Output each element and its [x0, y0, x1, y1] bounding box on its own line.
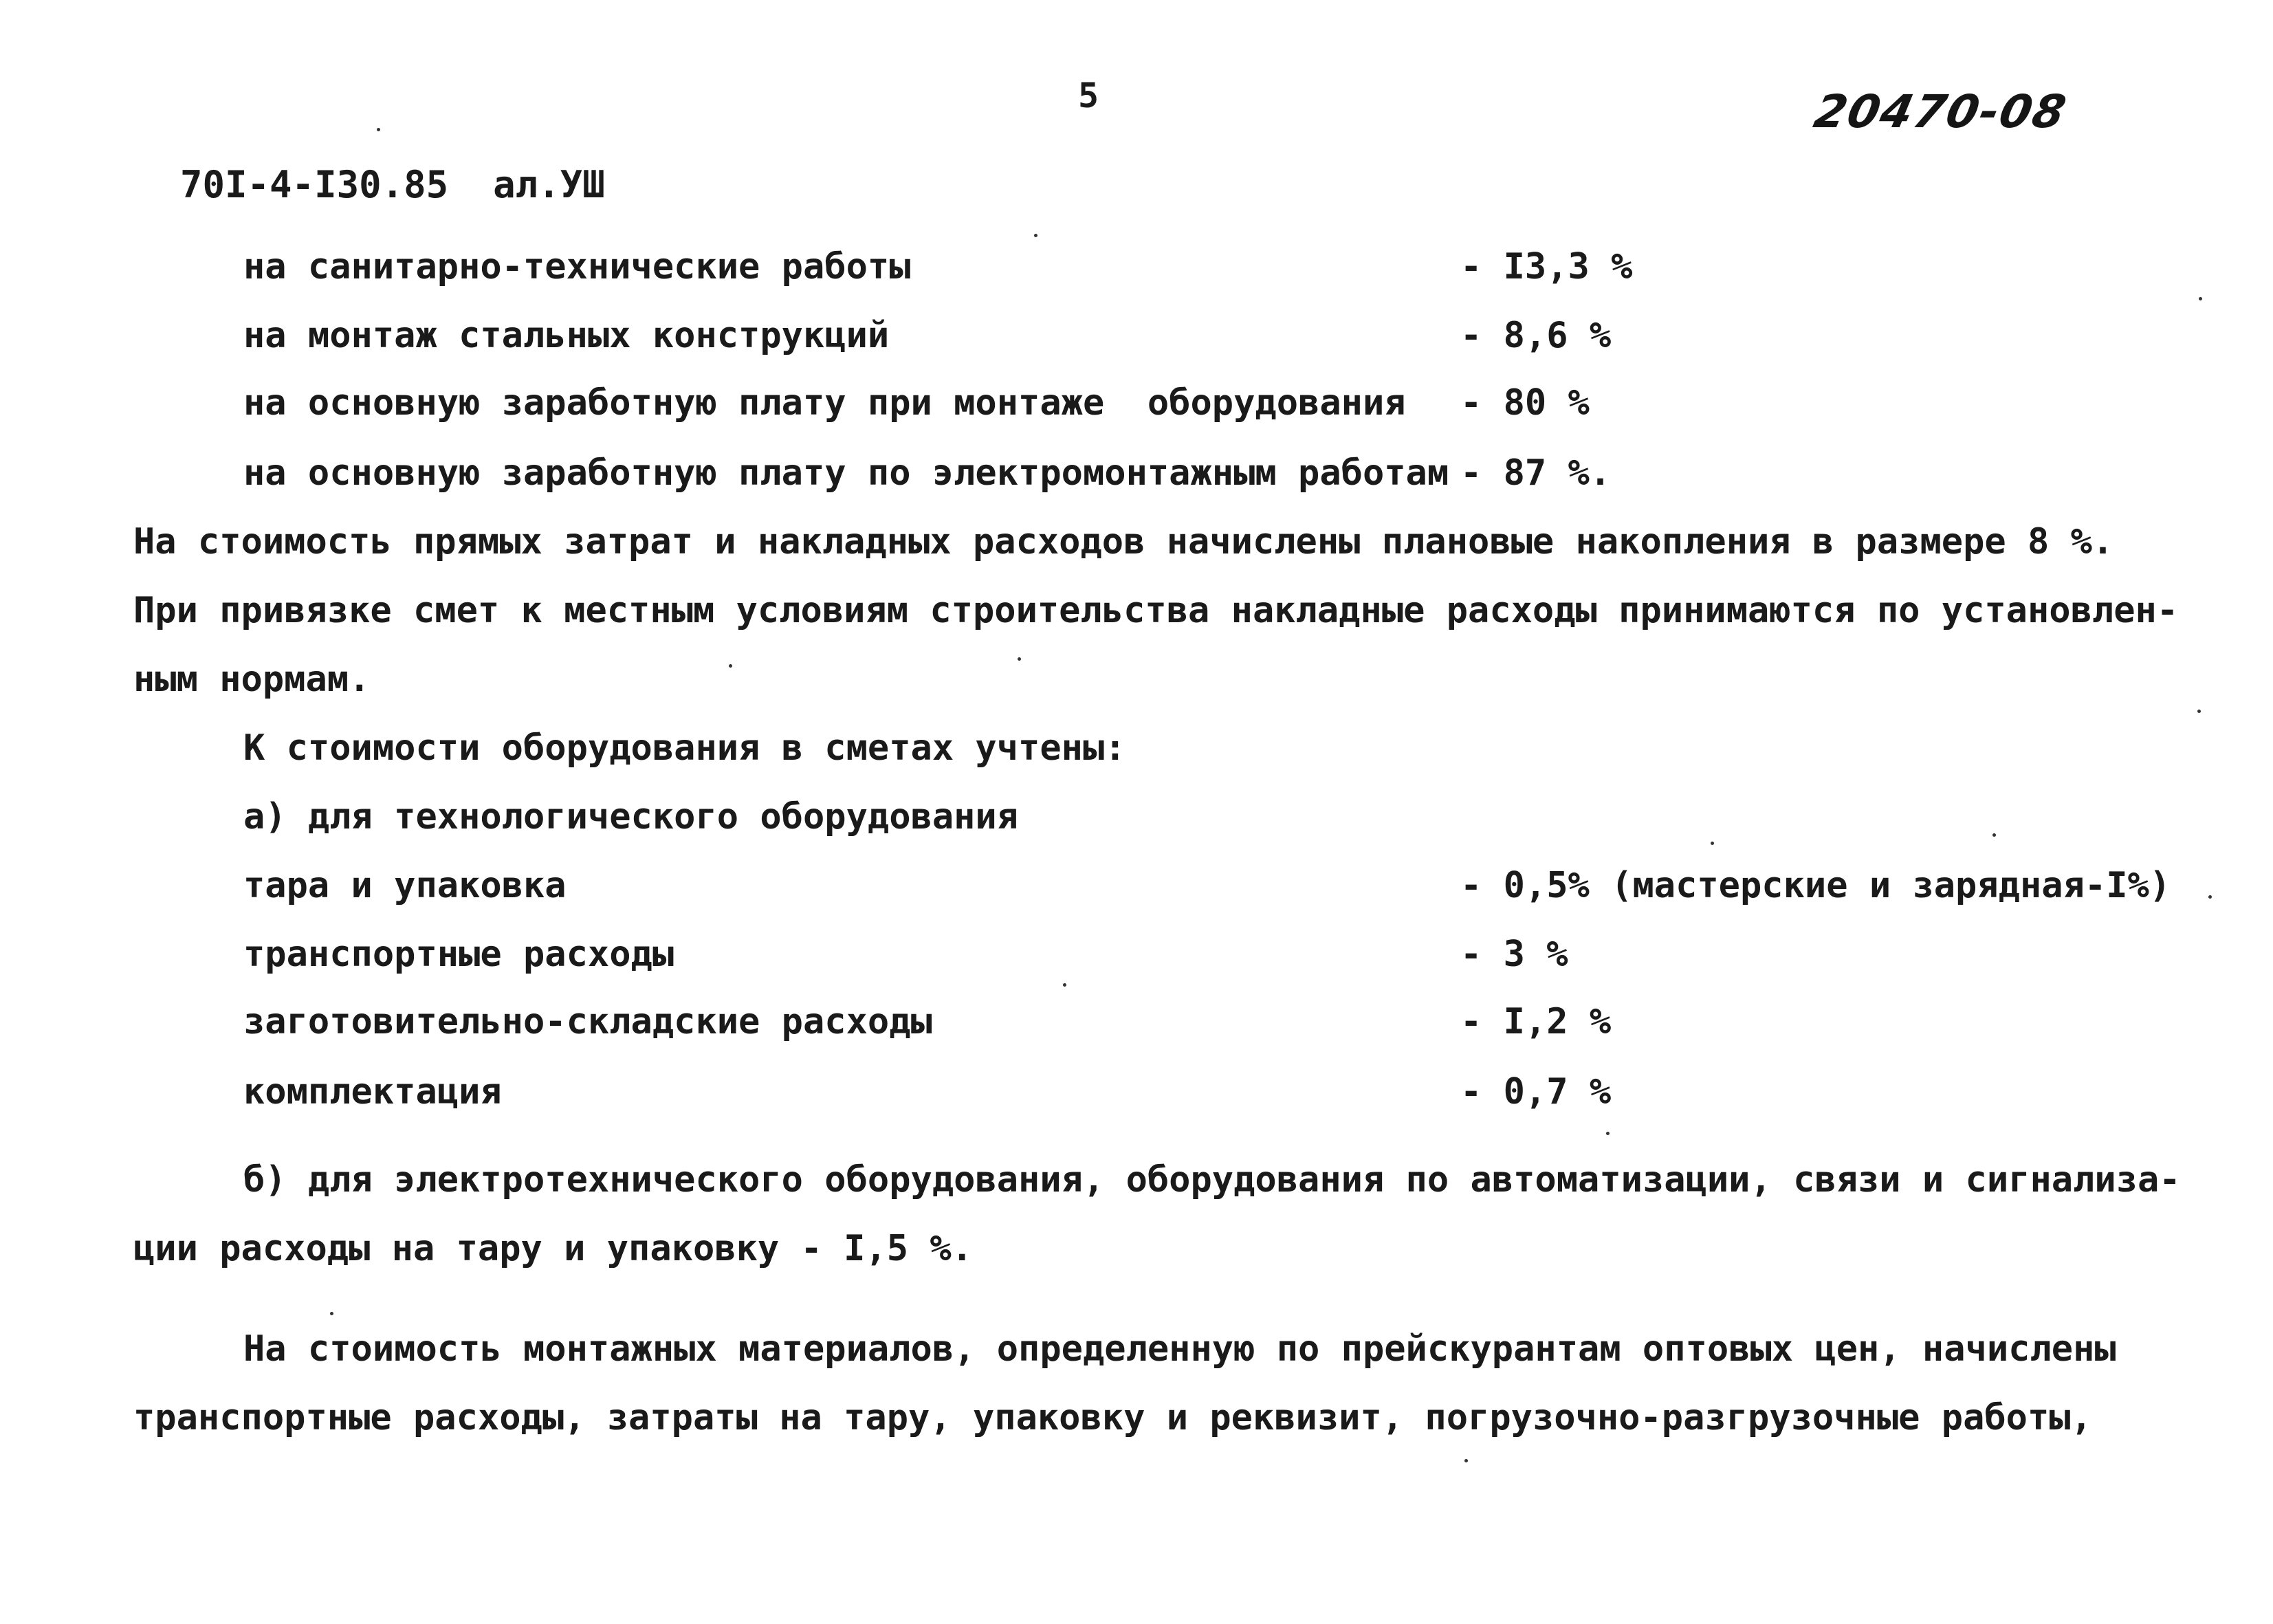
equipment-item-label: заготовительно-складские расходы — [243, 1001, 932, 1042]
scan-speck — [1711, 842, 1714, 845]
equipment-item-value: - I,2 % — [1460, 1001, 1612, 1042]
equipment-item-value: - 3 % — [1460, 934, 1568, 975]
equipment-item-label: тара и упаковка — [243, 865, 567, 906]
paragraph-accumulation: На стоимость прямых затрат и накладных расходов начислены плановые накопления в размере 8 %. — [133, 521, 2114, 562]
overhead-item-label: на основную заработную плату при монтаже оборудования — [243, 382, 1406, 424]
scan-speck — [729, 664, 732, 668]
scan-speck — [2197, 710, 2201, 713]
subheading-a: а) для технологического оборудования — [243, 796, 1019, 837]
paragraph-binding-line1: При привязке смет к местным условиям строительства накладные расходы принимаются по установлен- — [133, 590, 2179, 631]
overhead-item-value: - I3,3 % — [1460, 246, 1633, 287]
handwritten-number: 20470-08 — [1809, 85, 2072, 138]
overhead-item-label: на санитарно-технические работы — [243, 246, 911, 287]
scan-speck — [1034, 234, 1037, 237]
overhead-item-value: - 8,6 % — [1460, 315, 1612, 356]
scan-speck — [1992, 833, 1996, 837]
equipment-heading: К стоимости оборудования в сметах учтены: — [243, 727, 1126, 769]
overhead-item-value: - 80 % — [1460, 382, 1590, 424]
document-code: 70I-4-I30.85 ал.УШ — [180, 163, 605, 206]
equipment-item-value: - 0,5% (мастерские и зарядная-I%) — [1460, 865, 2171, 906]
scan-speck — [1063, 983, 1066, 987]
scan-speck — [1018, 657, 1021, 661]
subheading-b-line1: б) для электротехнического оборудования, оборудования по автоматизации, связи и сигнализа- — [243, 1159, 2181, 1200]
overhead-item-label: на основную заработную плату по электромонтажным работам — [243, 452, 1449, 494]
paragraph-binding-line2: ным нормам. — [133, 659, 371, 700]
paragraph-materials-line1: На стоимость монтажных материалов, определенную по прейскурантам оптовых цен, начислены — [243, 1328, 2116, 1370]
scan-speck — [330, 1312, 333, 1315]
equipment-item-label: комплектация — [243, 1071, 502, 1112]
scan-speck — [377, 128, 380, 131]
scan-speck — [2199, 297, 2202, 300]
overhead-item-label: на монтаж стальных конструкций — [243, 315, 890, 356]
subheading-b-line2: ции расходы на тару и упаковку - I,5 %. — [133, 1228, 973, 1269]
scan-speck — [1606, 1132, 1610, 1135]
page-number: 5 — [1078, 76, 1099, 116]
overhead-item-value: - 87 %. — [1460, 452, 1612, 494]
scan-speck — [1464, 1459, 1468, 1462]
equipment-item-value: - 0,7 % — [1460, 1071, 1612, 1112]
scan-speck — [2208, 895, 2212, 899]
paragraph-materials-line2: транспортные расходы, затраты на тару, упаковку и реквизит, погрузочно-разгрузочные работы, — [133, 1397, 2092, 1438]
equipment-item-label: транспортные расходы — [243, 934, 674, 975]
